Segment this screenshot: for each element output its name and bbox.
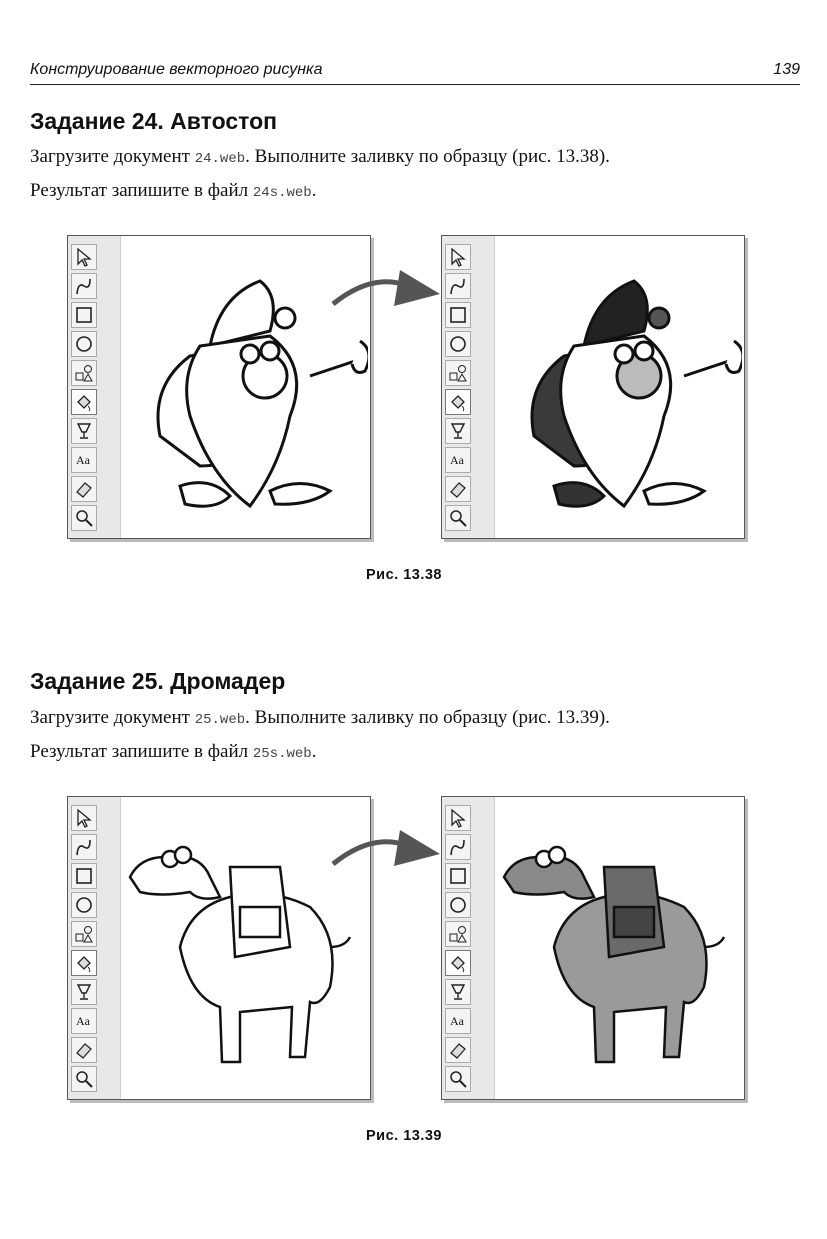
eraser-tool-icon (74, 479, 94, 499)
text-tool-button[interactable] (71, 447, 97, 473)
eraser-tool-icon (448, 1040, 468, 1060)
shapes-tool-button[interactable] (71, 921, 97, 947)
text-tool-button[interactable] (445, 447, 471, 473)
bezier-tool-button[interactable] (445, 834, 471, 860)
camel-filled-drawing (494, 797, 742, 1097)
text-tool-button[interactable] (71, 1008, 97, 1034)
shapes-tool-icon (74, 363, 94, 383)
rectangle-tool-button[interactable] (445, 302, 471, 328)
eraser-tool-button[interactable] (71, 1037, 97, 1063)
rectangle-tool-icon (74, 305, 94, 325)
task25-heading: Задание 25. Дромадер (30, 668, 286, 694)
bezier-tool-icon (74, 276, 94, 296)
editor-window-after-25 (441, 796, 745, 1100)
task25-source-file: 25.web (194, 712, 246, 728)
fill-tool-icon (448, 392, 468, 412)
rectangle-tool-button[interactable] (71, 302, 97, 328)
cup-tool-icon (74, 982, 94, 1002)
fill-tool-button[interactable] (71, 950, 97, 976)
eraser-tool-button[interactable] (71, 476, 97, 502)
ellipse-tool-icon (448, 895, 468, 915)
fill-tool-button[interactable] (71, 389, 97, 415)
drawing-canvas (494, 236, 744, 538)
bezier-tool-button[interactable] (445, 273, 471, 299)
shapes-tool-icon (448, 363, 468, 383)
cup-tool-icon (74, 421, 94, 441)
zoom-tool-icon (74, 1069, 94, 1089)
task24-line2: Результат запишите в файл 24s.web. (30, 180, 317, 201)
cup-tool-icon (448, 982, 468, 1002)
eraser-tool-button[interactable] (445, 1037, 471, 1063)
page-number: 139 (773, 61, 800, 78)
fill-tool-button[interactable] (445, 950, 471, 976)
arrow-tool-icon (74, 808, 94, 828)
gnome-filled-drawing (494, 236, 742, 536)
drawing-canvas (494, 797, 744, 1099)
bezier-tool-icon (74, 837, 94, 857)
editor-window-after-24 (441, 235, 745, 539)
tool-palette (68, 236, 121, 538)
ellipse-tool-icon (74, 334, 94, 354)
fill-tool-button[interactable] (445, 389, 471, 415)
tool-palette (68, 797, 121, 1099)
running-header-title: Конструирование векторного рисунка (30, 61, 323, 78)
bezier-tool-icon (448, 837, 468, 857)
rectangle-tool-icon (74, 866, 94, 886)
arrow-tool-button[interactable] (445, 244, 471, 270)
text-tool-label: Aa (450, 1014, 464, 1028)
fill-tool-icon (74, 953, 94, 973)
text-tool-label: Aa (76, 1014, 90, 1028)
task24-result-file: 24s.web (252, 185, 312, 201)
shapes-tool-icon (74, 924, 94, 944)
ellipse-tool-icon (448, 334, 468, 354)
tool-palette (442, 236, 495, 538)
text-tool-label: Aa (450, 453, 464, 467)
cup-tool-button[interactable] (71, 418, 97, 444)
bezier-tool-button[interactable] (71, 273, 97, 299)
fill-tool-icon (448, 953, 468, 973)
editor-window-before-25 (67, 796, 371, 1100)
figure-caption-13-39: Рис. 13.39 (366, 1128, 442, 1144)
zoom-tool-button[interactable] (445, 1066, 471, 1092)
zoom-tool-button[interactable] (71, 1066, 97, 1092)
cup-tool-button[interactable] (445, 979, 471, 1005)
eraser-tool-icon (74, 1040, 94, 1060)
arrow-tool-button[interactable] (445, 805, 471, 831)
bezier-tool-button[interactable] (71, 834, 97, 860)
bezier-tool-icon (448, 276, 468, 296)
zoom-tool-icon (74, 508, 94, 528)
zoom-tool-button[interactable] (71, 505, 97, 531)
ellipse-tool-icon (74, 895, 94, 915)
rectangle-tool-button[interactable] (71, 863, 97, 889)
ellipse-tool-button[interactable] (445, 892, 471, 918)
task25-line1: Загрузите документ 25.web. Выполните заливку по образцу (рис. 13.39). (30, 707, 610, 728)
shapes-tool-icon (448, 924, 468, 944)
arrow-tool-icon (448, 808, 468, 828)
running-header (30, 58, 800, 85)
shapes-tool-button[interactable] (445, 921, 471, 947)
arrow-tool-icon (448, 247, 468, 267)
cup-tool-button[interactable] (445, 418, 471, 444)
text-tool-button[interactable] (445, 1008, 471, 1034)
eraser-tool-icon (448, 479, 468, 499)
eraser-tool-button[interactable] (445, 476, 471, 502)
arrow-tool-button[interactable] (71, 805, 97, 831)
task25-line2: Результат запишите в файл 25s.web. (30, 741, 317, 762)
shapes-tool-button[interactable] (71, 360, 97, 386)
text-tool-label: Aa (76, 453, 90, 467)
cup-tool-button[interactable] (71, 979, 97, 1005)
cup-tool-icon (448, 421, 468, 441)
rectangle-tool-icon (448, 866, 468, 886)
zoom-tool-icon (448, 508, 468, 528)
arrow-tool-icon (74, 247, 94, 267)
editor-window-before-24 (67, 235, 371, 539)
transform-arrow-24 (328, 262, 443, 322)
ellipse-tool-button[interactable] (71, 331, 97, 357)
fill-tool-icon (74, 392, 94, 412)
zoom-tool-button[interactable] (445, 505, 471, 531)
task24-source-file: 24.web (194, 151, 246, 167)
task24-line1: Загрузите документ 24.web. Выполните заливку по образцу (рис. 13.38). (30, 146, 610, 167)
shapes-tool-button[interactable] (445, 360, 471, 386)
rectangle-tool-button[interactable] (445, 863, 471, 889)
rectangle-tool-icon (448, 305, 468, 325)
transform-arrow-25 (328, 822, 443, 882)
ellipse-tool-button[interactable] (71, 892, 97, 918)
arrow-tool-button[interactable] (71, 244, 97, 270)
figure-caption-13-38: Рис. 13.38 (366, 567, 442, 583)
ellipse-tool-button[interactable] (445, 331, 471, 357)
tool-palette (442, 797, 495, 1099)
task24-heading: Задание 24. Автостоп (30, 108, 278, 134)
task25-result-file: 25s.web (252, 746, 312, 762)
zoom-tool-icon (448, 1069, 468, 1089)
